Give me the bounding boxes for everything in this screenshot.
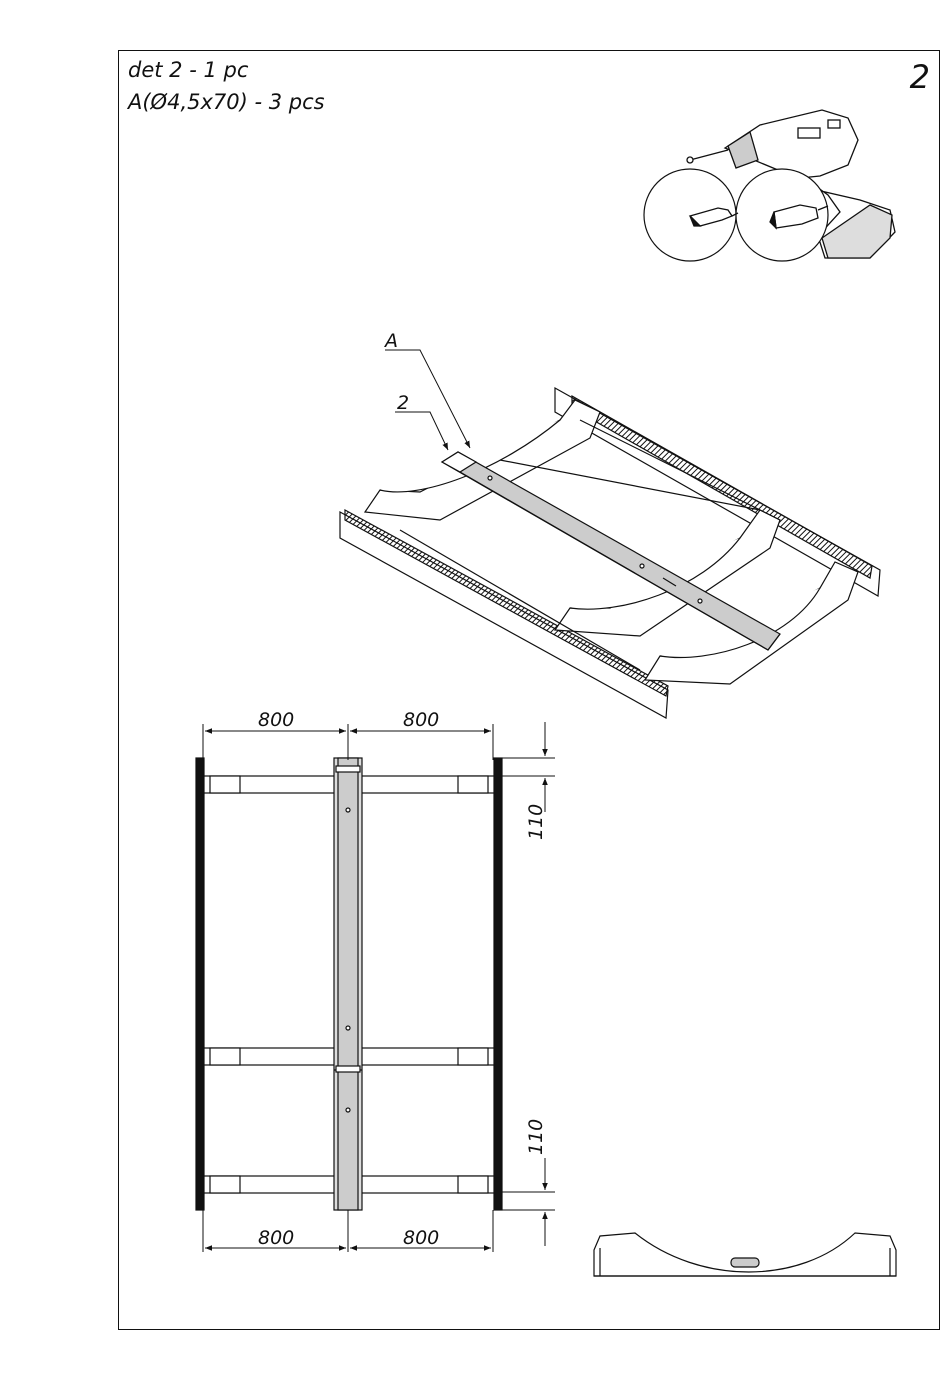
dim-bottom-left: 800 bbox=[258, 1227, 295, 1249]
dim-top-left: 800 bbox=[258, 709, 295, 731]
part-list-line-2: A(Ø4,5x70) - 3 pcs bbox=[128, 90, 325, 114]
part-list-line-1: det 2 - 1 pc bbox=[128, 58, 249, 82]
dim-offset-top: 110 bbox=[525, 803, 547, 840]
plan-view bbox=[196, 758, 502, 1210]
cradle-side-profile bbox=[594, 1233, 896, 1276]
dim-bottom-right: 800 bbox=[403, 1227, 440, 1249]
callout-part-label: 2 bbox=[397, 392, 410, 414]
dim-top-right: 800 bbox=[403, 709, 440, 731]
dim-offset-bottom: 110 bbox=[525, 1118, 547, 1155]
callout-screw-label: A bbox=[385, 330, 398, 352]
isometric-assembly-view bbox=[340, 388, 880, 718]
page-number: 2 bbox=[909, 58, 930, 96]
